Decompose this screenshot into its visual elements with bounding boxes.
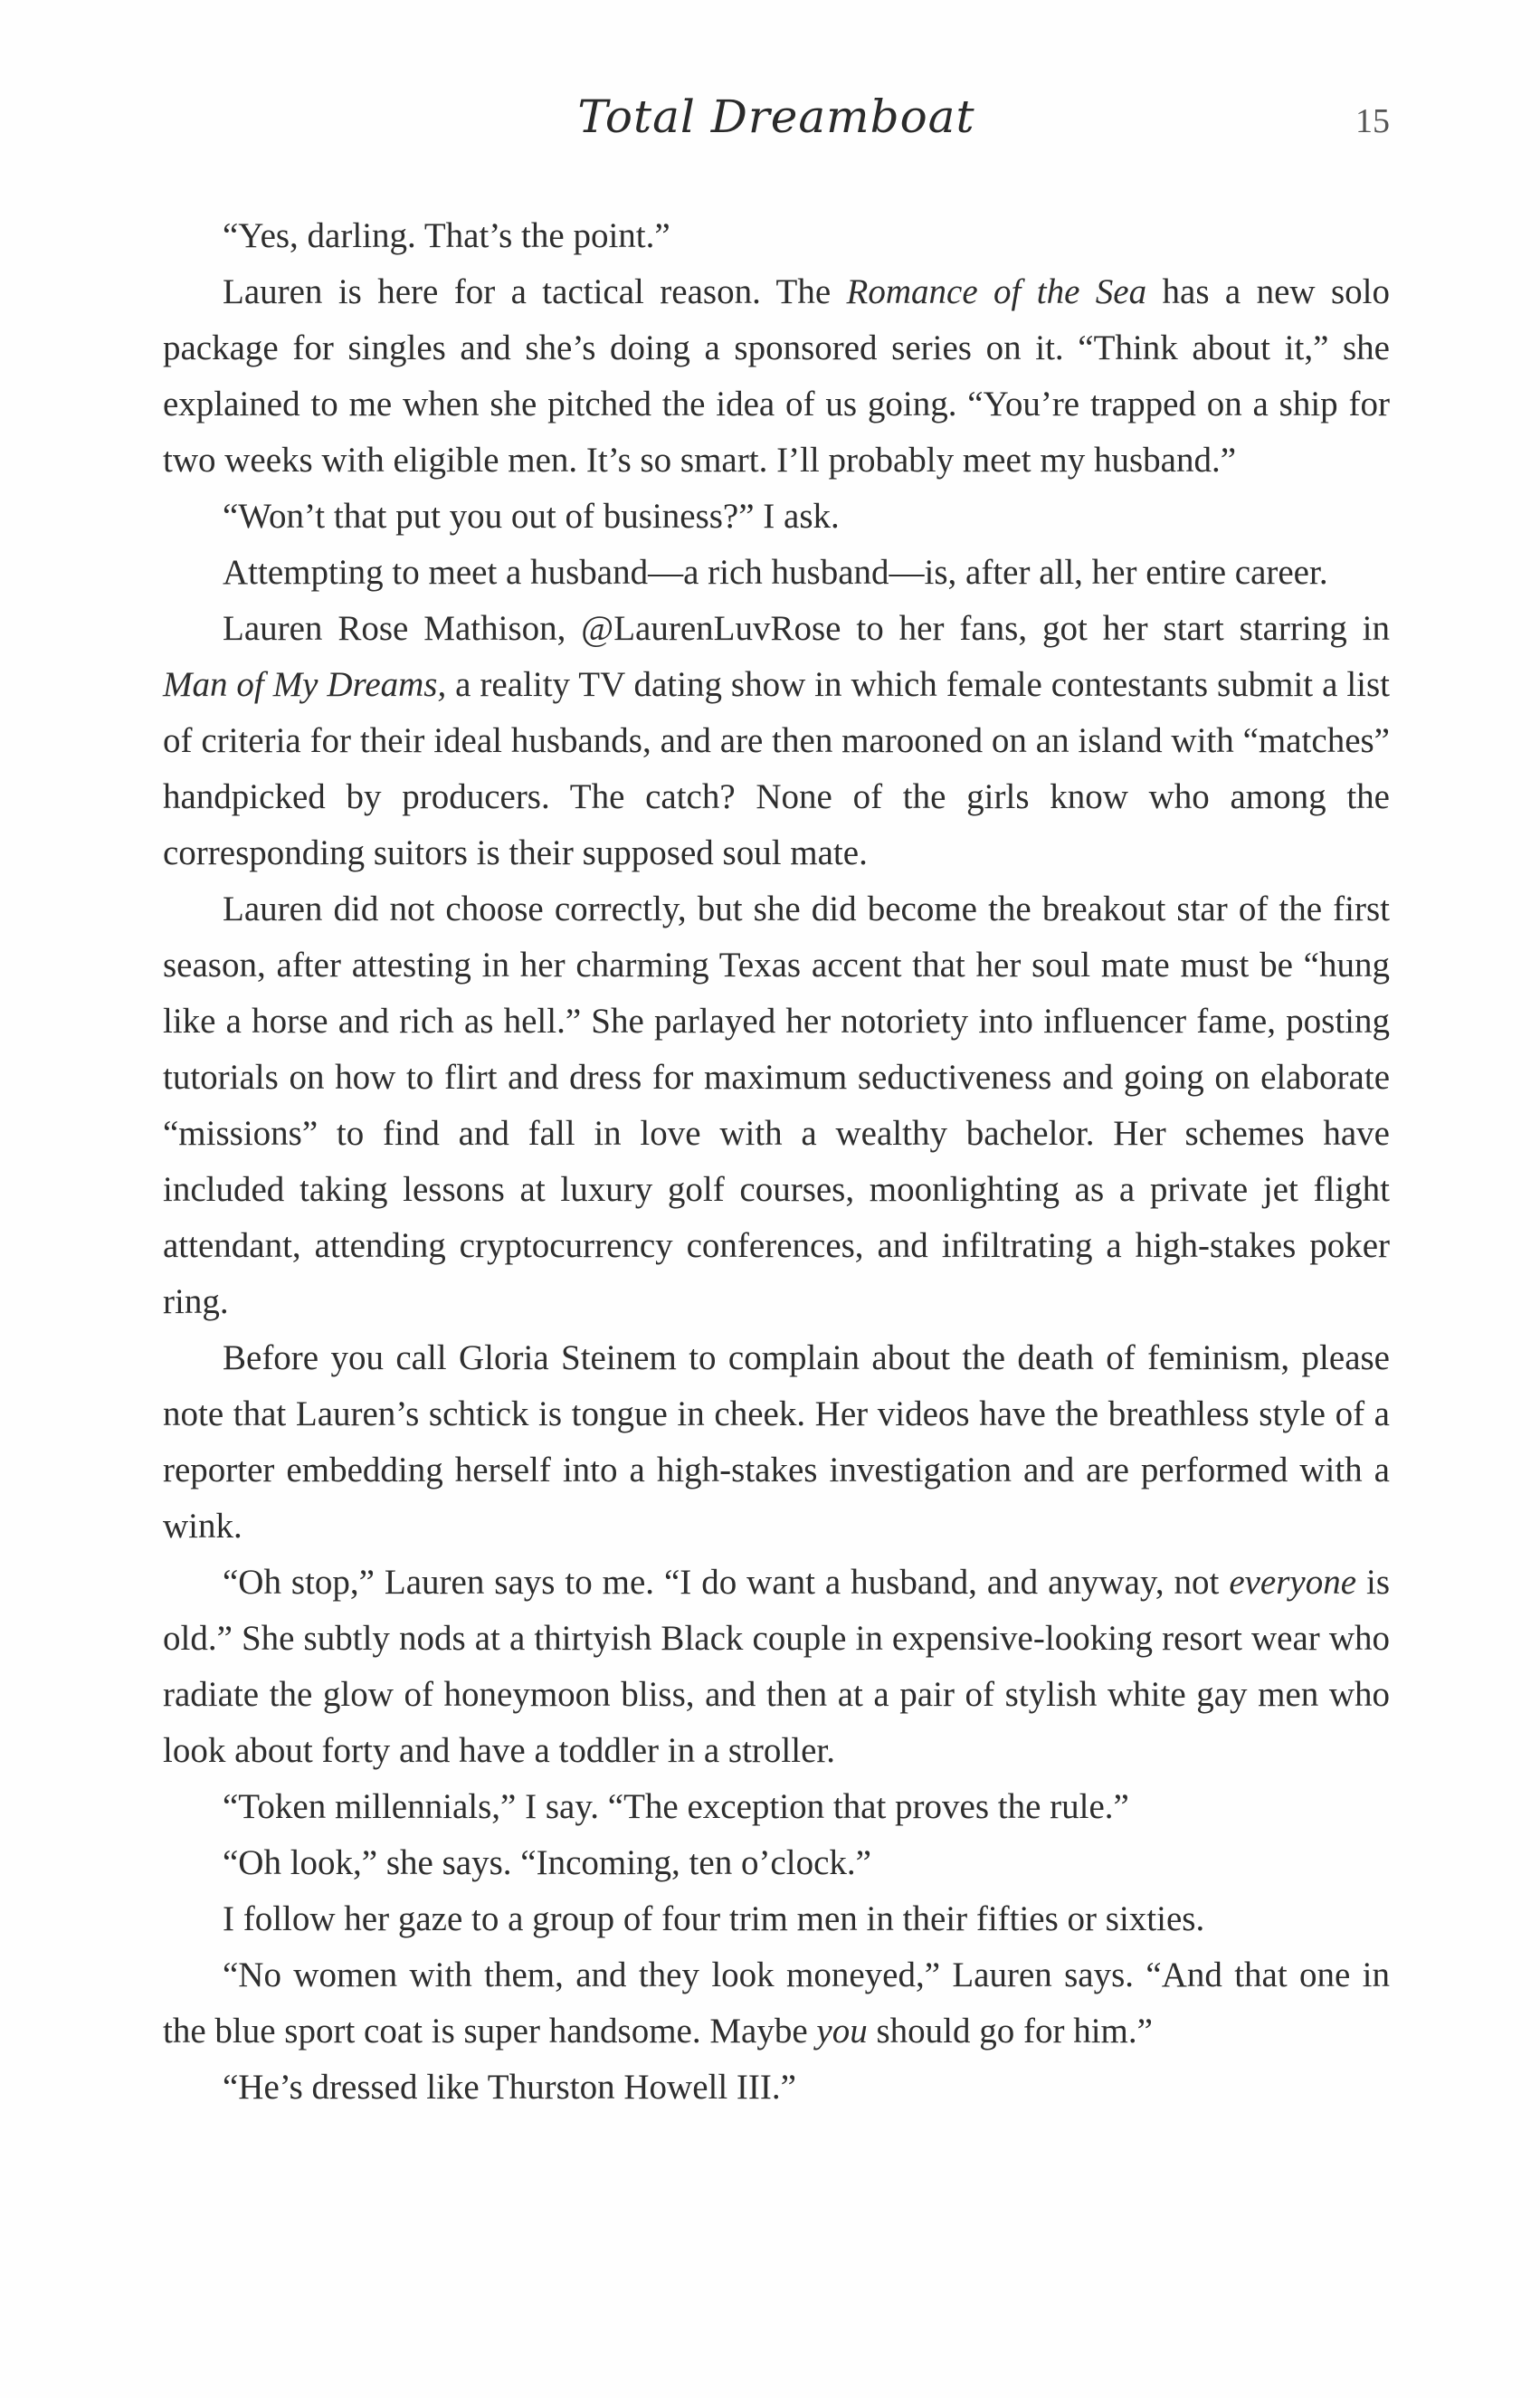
paragraph: “Oh look,” she says. “Incoming, ten o’clock.” xyxy=(223,1843,871,1882)
paragraph: Before you call Gloria Steinem to complain about the death of feminism, please note that Lauren’s schtick is tongue in cheek. Her videos have the breathless style of a reporter embedding herself into a high-stakes investigation and are performed with a wink. xyxy=(163,1338,1390,1546)
ship-name: Romance of the Sea xyxy=(846,272,1147,311)
paragraph: “Oh stop,” Lauren says to me. “I do want a husband, and anyway, not everyone is old.” She subtly nods at a thirtyish Black couple in expensive-looking resort wear who radiate the glow of honeymoon bliss, and then at a pair of stylish white gay men who look about forty and have a toddler in a stroller. xyxy=(163,1563,1390,1770)
running-title: Total Dreamboat xyxy=(577,90,975,143)
paragraph: “Won’t that put you out of business?” I ask. xyxy=(223,497,840,536)
paragraph: Lauren Rose Mathison, @LaurenLuvRose to her fans, got her start starring in Man of My Dreams, a reality TV dating show in which female contestants submit a list of criteria for their ideal husbands, and are then marooned on an island with “matches” handpicked by producers. The catch? None of the girls know who among the corresponding suitors is their supposed soul mate. xyxy=(163,609,1390,872)
paragraph: Lauren is here for a tactical reason. The Romance of the Sea has a new solo package for singles and she’s doing a sponsored series on it. “Think about it,” she explained to me when she pitched the idea of us going. “You’re trapped on a ship for two weeks with eligible men. It’s so smart. I’ll probably meet my husband.” xyxy=(163,272,1390,480)
paragraph: Lauren did not choose correctly, but she did become the breakout star of the first season, after attesting in her charming Texas accent that her soul mate must be “hung like a horse and rich as hell.” She parlayed her notoriety into influencer fame, posting tutorials on how to flirt and dress for maximum seductiveness and going on elaborate “missions” to find and fall in love with a wealthy bachelor. Her schemes have included taking lessons at luxury golf courses, moonlighting as a private jet flight attendant, attending cryptocurrency conferences, and infiltrating a high-stakes poker ring. xyxy=(163,890,1390,1321)
page-number: 15 xyxy=(1355,102,1390,140)
paragraph: “Token millennials,” I say. “The exception that proves the rule.” xyxy=(223,1787,1129,1826)
paragraph: I follow her gaze to a group of four trim men in their fifties or sixties. xyxy=(223,1899,1205,1938)
paragraph: Attempting to meet a husband—a rich husband—is, after all, her entire career. xyxy=(223,553,1328,592)
paragraph: “Yes, darling. That’s the point.” xyxy=(223,216,670,255)
emphasis: you xyxy=(816,2012,868,2051)
body-text xyxy=(163,208,1390,2116)
paragraph: “He’s dressed like Thurston Howell III.” xyxy=(223,2068,796,2107)
paragraph: “No women with them, and they look moneyed,” Lauren says. “And that one in the blue sport coat is super handsome. Maybe you should go for him.” xyxy=(163,1956,1390,2051)
show-title: Man of My Dreams, xyxy=(163,665,447,704)
running-head xyxy=(163,90,1390,163)
emphasis: everyone xyxy=(1229,1563,1357,1602)
